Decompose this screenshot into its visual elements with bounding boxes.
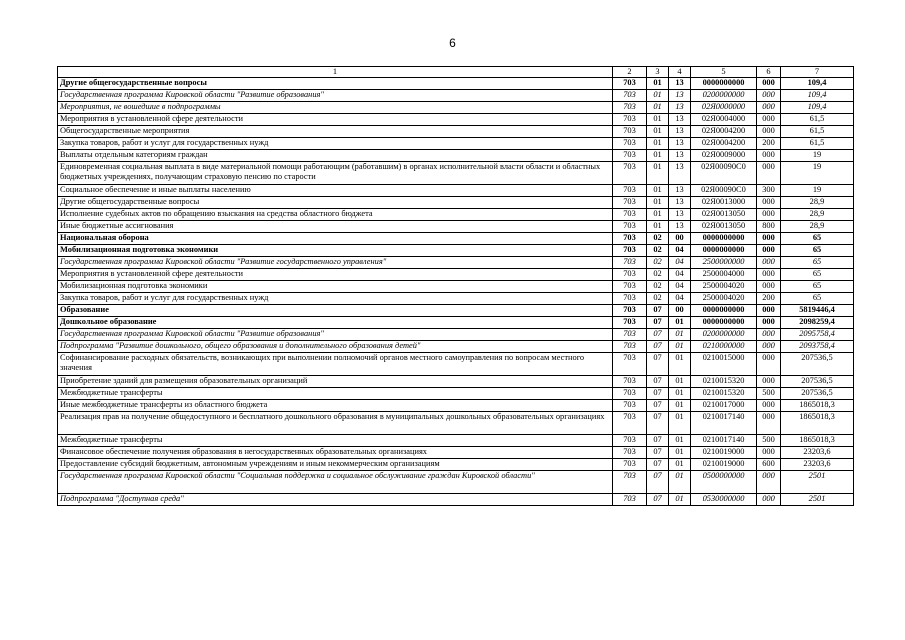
row-subsection-cell: 13 xyxy=(669,197,691,209)
table-row xyxy=(58,162,854,185)
row-target-cell: 0210015320 xyxy=(691,388,757,400)
table-row xyxy=(58,150,854,162)
row-ved-cell: 703 xyxy=(613,305,647,317)
row-target-cell: 2500004020 xyxy=(691,281,757,293)
row-subsection-cell: 01 xyxy=(669,412,691,435)
header-cell: 3 xyxy=(647,67,669,78)
row-amount-cell: 65 xyxy=(781,245,854,257)
header-cell: 5 xyxy=(691,67,757,78)
row-target-cell: 0210000000 xyxy=(691,341,757,353)
row-ved-cell: 703 xyxy=(613,459,647,471)
row-amount-cell: 65 xyxy=(781,269,854,281)
row-name-cell: Реализация прав на получение общедоступного и бесплатного дошкольного образования в муниципальных дошкольных образовательных организациях xyxy=(58,412,613,435)
row-name-cell: Государственная программа Кировской области "Развитие образования" xyxy=(58,329,613,341)
row-target-cell: 0200000000 xyxy=(691,90,757,102)
row-ved-cell: 703 xyxy=(613,257,647,269)
row-subsection-cell: 01 xyxy=(669,341,691,353)
row-name-cell: Государственная программа Кировской области "Социальная поддержка и социальное обслуживание граждан Кировской области" xyxy=(58,471,613,494)
row-name-cell: Иные бюджетные ассигнования xyxy=(58,221,613,233)
row-name-cell: Подпрограмма "Развитие дошкольного, общего образования и дополнительного образования детей" xyxy=(58,341,613,353)
table-row xyxy=(58,185,854,197)
row-name-cell: Мобилизационная подготовка экономики xyxy=(58,245,613,257)
row-target-cell: 2500004000 xyxy=(691,269,757,281)
row-expense-type-cell: 000 xyxy=(757,471,781,494)
row-section-cell: 07 xyxy=(647,305,669,317)
row-ved-cell: 703 xyxy=(613,162,647,185)
row-expense-type-cell: 200 xyxy=(757,138,781,150)
row-subsection-cell: 13 xyxy=(669,126,691,138)
row-expense-type-cell: 000 xyxy=(757,102,781,114)
row-subsection-cell: 01 xyxy=(669,400,691,412)
row-amount-cell: 19 xyxy=(781,185,854,197)
row-target-cell: 0000000000 xyxy=(691,245,757,257)
row-ved-cell: 703 xyxy=(613,329,647,341)
row-ved-cell: 703 xyxy=(613,209,647,221)
row-target-cell: 2500004020 xyxy=(691,293,757,305)
row-expense-type-cell: 000 xyxy=(757,245,781,257)
row-amount-cell: 207536,5 xyxy=(781,353,854,376)
row-section-cell: 02 xyxy=(647,293,669,305)
row-amount-cell: 1865018,3 xyxy=(781,400,854,412)
row-expense-type-cell: 000 xyxy=(757,233,781,245)
header-cell: 4 xyxy=(669,67,691,78)
row-subsection-cell: 00 xyxy=(669,305,691,317)
row-ved-cell: 703 xyxy=(613,494,647,506)
row-expense-type-cell: 000 xyxy=(757,305,781,317)
row-expense-type-cell: 000 xyxy=(757,329,781,341)
row-subsection-cell: 01 xyxy=(669,447,691,459)
row-name-cell: Образование xyxy=(58,305,613,317)
row-name-cell: Национальная оборона xyxy=(58,233,613,245)
row-target-cell: 02Я0004000 xyxy=(691,114,757,126)
row-section-cell: 07 xyxy=(647,353,669,376)
row-expense-type-cell: 300 xyxy=(757,185,781,197)
row-expense-type-cell: 000 xyxy=(757,78,781,90)
row-subsection-cell: 00 xyxy=(669,233,691,245)
table-row xyxy=(58,305,854,317)
row-subsection-cell: 13 xyxy=(669,150,691,162)
row-subsection-cell: 01 xyxy=(669,329,691,341)
row-subsection-cell: 04 xyxy=(669,281,691,293)
row-expense-type-cell: 500 xyxy=(757,435,781,447)
table-header-row xyxy=(58,67,854,78)
row-target-cell: 02Я00090С0 xyxy=(691,162,757,185)
table-row xyxy=(58,353,854,376)
row-expense-type-cell: 000 xyxy=(757,412,781,435)
row-section-cell: 01 xyxy=(647,138,669,150)
row-name-cell: Мероприятия в установленной сфере деятельности xyxy=(58,269,613,281)
row-subsection-cell: 13 xyxy=(669,221,691,233)
row-name-cell: Софинансирование расходных обязательств, возникающих при выполнении полномочий органов местного самоуправления по вопросам местного значения xyxy=(58,353,613,376)
row-target-cell: 0210017000 xyxy=(691,400,757,412)
row-expense-type-cell: 000 xyxy=(757,341,781,353)
row-ved-cell: 703 xyxy=(613,269,647,281)
table-row xyxy=(58,126,854,138)
row-section-cell: 07 xyxy=(647,471,669,494)
row-expense-type-cell: 000 xyxy=(757,150,781,162)
table-row xyxy=(58,376,854,388)
row-section-cell: 01 xyxy=(647,197,669,209)
row-target-cell: 0200000000 xyxy=(691,329,757,341)
row-amount-cell: 65 xyxy=(781,257,854,269)
table-row xyxy=(58,435,854,447)
table-row xyxy=(58,138,854,150)
row-expense-type-cell: 000 xyxy=(757,269,781,281)
table-row xyxy=(58,281,854,293)
row-expense-type-cell: 000 xyxy=(757,281,781,293)
row-subsection-cell: 04 xyxy=(669,245,691,257)
row-section-cell: 01 xyxy=(647,221,669,233)
row-section-cell: 01 xyxy=(647,209,669,221)
row-target-cell: 0210015000 xyxy=(691,353,757,376)
row-section-cell: 02 xyxy=(647,233,669,245)
row-expense-type-cell: 000 xyxy=(757,90,781,102)
row-subsection-cell: 01 xyxy=(669,388,691,400)
row-target-cell: 0000000000 xyxy=(691,78,757,90)
row-ved-cell: 703 xyxy=(613,102,647,114)
row-target-cell: 0500000000 xyxy=(691,471,757,494)
table-row xyxy=(58,245,854,257)
row-name-cell: Другие общегосударственные вопросы xyxy=(58,197,613,209)
header-cell: 7 xyxy=(781,67,854,78)
row-amount-cell: 28,9 xyxy=(781,197,854,209)
row-expense-type-cell: 000 xyxy=(757,209,781,221)
row-ved-cell: 703 xyxy=(613,317,647,329)
table-row xyxy=(58,412,854,435)
row-ved-cell: 703 xyxy=(613,221,647,233)
row-section-cell: 01 xyxy=(647,78,669,90)
row-amount-cell: 1865018,3 xyxy=(781,435,854,447)
row-section-cell: 02 xyxy=(647,269,669,281)
row-subsection-cell: 13 xyxy=(669,78,691,90)
row-ved-cell: 703 xyxy=(613,435,647,447)
table-row xyxy=(58,447,854,459)
row-subsection-cell: 13 xyxy=(669,90,691,102)
row-amount-cell: 2095758,4 xyxy=(781,329,854,341)
row-subsection-cell: 01 xyxy=(669,317,691,329)
header-cell: 1 xyxy=(58,67,613,78)
row-expense-type-cell: 000 xyxy=(757,317,781,329)
row-name-cell: Мероприятия, не вошедшие в подпрограммы xyxy=(58,102,613,114)
page-number: 6 xyxy=(449,36,456,50)
table-row xyxy=(58,221,854,233)
row-section-cell: 07 xyxy=(647,341,669,353)
row-expense-type-cell: 000 xyxy=(757,376,781,388)
row-amount-cell: 207536,5 xyxy=(781,376,854,388)
row-target-cell: 02Я0000000 xyxy=(691,102,757,114)
row-section-cell: 07 xyxy=(647,400,669,412)
row-target-cell: 0000000000 xyxy=(691,233,757,245)
row-amount-cell: 61,5 xyxy=(781,126,854,138)
row-subsection-cell: 01 xyxy=(669,435,691,447)
table-row xyxy=(58,90,854,102)
row-target-cell: 02Я00090С0 xyxy=(691,185,757,197)
row-amount-cell: 2098259,4 xyxy=(781,317,854,329)
row-name-cell: Мероприятия в установленной сфере деятельности xyxy=(58,114,613,126)
row-expense-type-cell: 800 xyxy=(757,221,781,233)
row-section-cell: 07 xyxy=(647,317,669,329)
row-subsection-cell: 04 xyxy=(669,293,691,305)
row-amount-cell: 2501 xyxy=(781,494,854,506)
row-target-cell: 0210017140 xyxy=(691,412,757,435)
row-name-cell: Межбюджетные трансферты xyxy=(58,388,613,400)
row-section-cell: 02 xyxy=(647,257,669,269)
header-cell: 2 xyxy=(613,67,647,78)
row-ved-cell: 703 xyxy=(613,138,647,150)
row-target-cell: 0210019000 xyxy=(691,459,757,471)
row-section-cell: 07 xyxy=(647,494,669,506)
row-subsection-cell: 01 xyxy=(669,459,691,471)
row-ved-cell: 703 xyxy=(613,114,647,126)
table-row xyxy=(58,293,854,305)
row-section-cell: 01 xyxy=(647,90,669,102)
table-row xyxy=(58,471,854,494)
row-subsection-cell: 01 xyxy=(669,376,691,388)
row-target-cell: 02Я0013000 xyxy=(691,197,757,209)
row-section-cell: 02 xyxy=(647,245,669,257)
row-target-cell: 0000000000 xyxy=(691,305,757,317)
row-subsection-cell: 13 xyxy=(669,209,691,221)
row-expense-type-cell: 000 xyxy=(757,126,781,138)
row-section-cell: 01 xyxy=(647,114,669,126)
row-ved-cell: 703 xyxy=(613,376,647,388)
row-target-cell: 0210019000 xyxy=(691,447,757,459)
table-row xyxy=(58,459,854,471)
row-section-cell: 07 xyxy=(647,412,669,435)
row-section-cell: 07 xyxy=(647,447,669,459)
table-row xyxy=(58,494,854,506)
table-row xyxy=(58,341,854,353)
row-section-cell: 01 xyxy=(647,102,669,114)
row-ved-cell: 703 xyxy=(613,400,647,412)
row-amount-cell: 2501 xyxy=(781,471,854,494)
table-row xyxy=(58,233,854,245)
row-ved-cell: 703 xyxy=(613,245,647,257)
row-section-cell: 01 xyxy=(647,126,669,138)
row-name-cell: Выплаты отдельным категориям граждан xyxy=(58,150,613,162)
row-amount-cell: 65 xyxy=(781,233,854,245)
row-section-cell: 01 xyxy=(647,185,669,197)
row-section-cell: 07 xyxy=(647,388,669,400)
row-amount-cell: 2093758,4 xyxy=(781,341,854,353)
row-name-cell: Мобилизационная подготовка экономики xyxy=(58,281,613,293)
row-ved-cell: 703 xyxy=(613,233,647,245)
header-cell: 6 xyxy=(757,67,781,78)
row-amount-cell: 207536,5 xyxy=(781,388,854,400)
row-ved-cell: 703 xyxy=(613,341,647,353)
row-ved-cell: 703 xyxy=(613,293,647,305)
row-amount-cell: 19 xyxy=(781,162,854,185)
row-ved-cell: 703 xyxy=(613,471,647,494)
table-row xyxy=(58,209,854,221)
row-target-cell: 0210015320 xyxy=(691,376,757,388)
row-name-cell: Государственная программа Кировской области "Развитие государственного управления" xyxy=(58,257,613,269)
row-subsection-cell: 13 xyxy=(669,162,691,185)
row-name-cell: Финансовое обеспечение получения образования в негосударственных образовательных организациях xyxy=(58,447,613,459)
row-subsection-cell: 13 xyxy=(669,185,691,197)
row-ved-cell: 703 xyxy=(613,388,647,400)
table-row xyxy=(58,114,854,126)
row-ved-cell: 703 xyxy=(613,353,647,376)
row-ved-cell: 703 xyxy=(613,185,647,197)
row-ved-cell: 703 xyxy=(613,78,647,90)
row-subsection-cell: 01 xyxy=(669,494,691,506)
row-expense-type-cell: 000 xyxy=(757,197,781,209)
row-subsection-cell: 13 xyxy=(669,114,691,126)
row-target-cell: 0000000000 xyxy=(691,317,757,329)
row-section-cell: 01 xyxy=(647,150,669,162)
row-ved-cell: 703 xyxy=(613,281,647,293)
row-section-cell: 07 xyxy=(647,435,669,447)
row-amount-cell: 65 xyxy=(781,293,854,305)
table-row xyxy=(58,400,854,412)
row-expense-type-cell: 000 xyxy=(757,400,781,412)
row-expense-type-cell: 600 xyxy=(757,459,781,471)
row-target-cell: 02Я0004200 xyxy=(691,138,757,150)
row-target-cell: 02Я0013050 xyxy=(691,209,757,221)
row-target-cell: 0530000000 xyxy=(691,494,757,506)
row-subsection-cell: 13 xyxy=(669,102,691,114)
row-amount-cell: 5819446,4 xyxy=(781,305,854,317)
row-name-cell: Исполнение судебных актов по обращению взыскания на средства областного бюджета xyxy=(58,209,613,221)
row-target-cell: 2500000000 xyxy=(691,257,757,269)
row-name-cell: Социальное обеспечение и иные выплаты населению xyxy=(58,185,613,197)
row-name-cell: Предоставление субсидий бюджетным, автономным учреждениям и иным некоммерческим организациям xyxy=(58,459,613,471)
row-ved-cell: 703 xyxy=(613,412,647,435)
row-target-cell: 02Я0013050 xyxy=(691,221,757,233)
budget-table xyxy=(57,66,854,506)
row-subsection-cell: 01 xyxy=(669,471,691,494)
table-row xyxy=(58,78,854,90)
row-subsection-cell: 13 xyxy=(669,138,691,150)
table-row xyxy=(58,388,854,400)
row-ved-cell: 703 xyxy=(613,150,647,162)
row-name-cell: Общегосударственные мероприятия xyxy=(58,126,613,138)
row-amount-cell: 23203,6 xyxy=(781,459,854,471)
row-name-cell: Дошкольное образование xyxy=(58,317,613,329)
table-row xyxy=(58,102,854,114)
row-amount-cell: 28,9 xyxy=(781,221,854,233)
row-amount-cell: 23203,6 xyxy=(781,447,854,459)
row-section-cell: 07 xyxy=(647,459,669,471)
row-subsection-cell: 04 xyxy=(669,257,691,269)
row-subsection-cell: 01 xyxy=(669,353,691,376)
row-ved-cell: 703 xyxy=(613,447,647,459)
row-amount-cell: 28,9 xyxy=(781,209,854,221)
row-expense-type-cell: 000 xyxy=(757,114,781,126)
row-expense-type-cell: 500 xyxy=(757,388,781,400)
row-name-cell: Закупка товаров, работ и услуг для государственных нужд xyxy=(58,293,613,305)
row-ved-cell: 703 xyxy=(613,126,647,138)
row-expense-type-cell: 000 xyxy=(757,353,781,376)
row-name-cell: Другие общегосударственные вопросы xyxy=(58,78,613,90)
row-name-cell: Межбюджетные трансферты xyxy=(58,435,613,447)
row-amount-cell: 61,5 xyxy=(781,138,854,150)
row-subsection-cell: 04 xyxy=(669,269,691,281)
row-target-cell: 0210017140 xyxy=(691,435,757,447)
row-ved-cell: 703 xyxy=(613,197,647,209)
table-row xyxy=(58,269,854,281)
row-amount-cell: 1865018,3 xyxy=(781,412,854,435)
row-section-cell: 02 xyxy=(647,281,669,293)
row-expense-type-cell: 000 xyxy=(757,447,781,459)
row-name-cell: Подпрограмма "Доступная среда" xyxy=(58,494,613,506)
table-row xyxy=(58,197,854,209)
row-expense-type-cell: 000 xyxy=(757,494,781,506)
row-target-cell: 02Я0009000 xyxy=(691,150,757,162)
row-section-cell: 07 xyxy=(647,376,669,388)
row-name-cell: Приобретение зданий для размещения образовательных организаций xyxy=(58,376,613,388)
row-amount-cell: 65 xyxy=(781,281,854,293)
row-amount-cell: 19 xyxy=(781,150,854,162)
row-section-cell: 01 xyxy=(647,162,669,185)
row-name-cell: Государственная программа Кировской области "Развитие образования" xyxy=(58,90,613,102)
table-row xyxy=(58,329,854,341)
table-row xyxy=(58,317,854,329)
row-section-cell: 07 xyxy=(647,329,669,341)
row-expense-type-cell: 000 xyxy=(757,257,781,269)
row-expense-type-cell: 000 xyxy=(757,162,781,185)
row-name-cell: Закупка товаров, работ и услуг для государственных нужд xyxy=(58,138,613,150)
row-amount-cell: 61,5 xyxy=(781,114,854,126)
row-target-cell: 02Я0004200 xyxy=(691,126,757,138)
row-ved-cell: 703 xyxy=(613,90,647,102)
row-expense-type-cell: 200 xyxy=(757,293,781,305)
row-amount-cell: 109,4 xyxy=(781,102,854,114)
table-row xyxy=(58,257,854,269)
row-amount-cell: 109,4 xyxy=(781,90,854,102)
row-name-cell: Иные межбюджетные трансферты из областного бюджета xyxy=(58,400,613,412)
row-amount-cell: 109,4 xyxy=(781,78,854,90)
row-name-cell: Единовременная социальная выплата в виде материальной помощи работающим (работавшим) в органах исполнительной власти области и областных бюджетных учреждениях, получающим страховую пенсию по старости xyxy=(58,162,613,185)
